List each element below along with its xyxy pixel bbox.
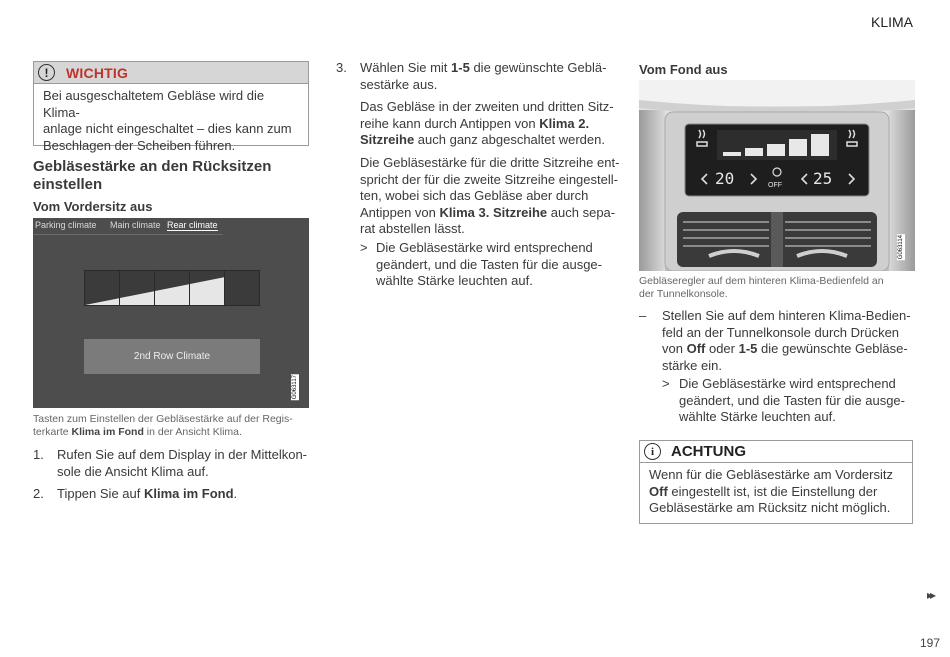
caption-line: Gebläseregler auf dem hinteren Klima-Bedienfeld an bbox=[639, 275, 884, 287]
step-line: Rufen Sie auf dem Display in der Mittelkon- bbox=[57, 447, 308, 462]
step-line bbox=[662, 341, 917, 358]
fan-level-buttons bbox=[84, 270, 260, 306]
result-marker: > bbox=[360, 240, 368, 255]
panel-temp-right bbox=[813, 169, 832, 188]
note-line: Gebläsestärke am Rücksitz nicht möglich. bbox=[649, 500, 891, 515]
fan-level-1-button[interactable] bbox=[85, 271, 120, 305]
warning-box bbox=[33, 61, 309, 153]
temp-left-value: 20 bbox=[715, 169, 735, 188]
result-line: Die Gebläsestärke wird entsprechend bbox=[376, 240, 593, 255]
step-text bbox=[57, 486, 237, 503]
fan-ramp-4 bbox=[190, 271, 225, 305]
text-bold: Sitzreihe bbox=[360, 132, 415, 147]
caption-bold: Klima im Fond bbox=[71, 426, 144, 438]
step-line: sole die Ansicht Klima auf. bbox=[57, 463, 209, 479]
warning-line: Bei ausgeschaltetem Gebläse wird die Klima- bbox=[43, 88, 265, 120]
step-text bbox=[360, 60, 620, 93]
text-run: Wählen Sie mit bbox=[360, 60, 452, 75]
caption-line: Tasten zum Einstellen der Gebläsestärke auf der Regis- bbox=[33, 413, 293, 425]
text-run: reihe kann durch Antippen von bbox=[360, 115, 540, 131]
warning-header bbox=[34, 62, 308, 84]
result-text bbox=[376, 240, 616, 290]
step-line: sestärke aus. bbox=[360, 76, 438, 92]
step-number: 2. bbox=[33, 486, 44, 501]
text-bold: 1-5 bbox=[451, 60, 470, 75]
text-run: auch ganz abgeschaltet werden. bbox=[414, 132, 605, 147]
text-bold: Klima 3. Sitzreihe bbox=[439, 204, 548, 220]
tab-divider bbox=[33, 234, 223, 235]
image-code: G063114 bbox=[898, 235, 904, 260]
result-line: wählte Stärke leuchten auf. bbox=[679, 409, 836, 424]
warning-title: WICHTIG bbox=[66, 64, 129, 81]
result-line: Die Gebläsestärke wird entsprechend bbox=[679, 376, 896, 391]
text-bold: Off bbox=[649, 483, 668, 499]
fan-level-3-button[interactable] bbox=[155, 271, 190, 305]
heading-line: einstellen bbox=[33, 176, 103, 193]
info-icon: i bbox=[644, 443, 661, 460]
section-title: KLIMA bbox=[870, 14, 913, 30]
rear-panel-illustration bbox=[639, 80, 915, 271]
tab-parking-climate[interactable]: Parking climate bbox=[35, 220, 97, 230]
paragraph-line: rat abstellen lässt. bbox=[360, 221, 465, 236]
note-header bbox=[640, 441, 912, 463]
step-line: . bbox=[233, 486, 238, 501]
subheading-front-seat: Vom Vordersitz aus bbox=[33, 199, 153, 214]
exclamation-icon: ! bbox=[38, 64, 55, 81]
note-line bbox=[649, 484, 903, 501]
step-text bbox=[662, 308, 917, 374]
step-line: Tippen Sie auf bbox=[57, 486, 144, 501]
paragraph-line bbox=[360, 116, 620, 133]
text-bold: 1-5 bbox=[738, 341, 758, 356]
text-run: oder bbox=[705, 341, 739, 356]
result-line: geändert, und die Tasten für die ausge- bbox=[376, 256, 602, 272]
step-text bbox=[57, 447, 307, 480]
step-line: feld an der Tunnelkonsole durch Drücken bbox=[662, 324, 900, 340]
text-bold: Off bbox=[686, 341, 706, 356]
caption-text: in der Ansicht Klima. bbox=[143, 426, 242, 438]
next-page-icon[interactable]: ▸▸ bbox=[927, 588, 934, 602]
tab-main-climate[interactable]: Main climate bbox=[110, 220, 161, 230]
caption-text: terkarte bbox=[33, 426, 72, 438]
second-row-climate-button[interactable]: 2nd Row Climate bbox=[84, 339, 260, 374]
display-screenshot bbox=[33, 218, 309, 408]
figure-caption-right bbox=[639, 275, 919, 301]
note-title: ACHTUNG bbox=[671, 443, 746, 460]
tab-bar bbox=[33, 218, 309, 233]
image-code: G063117 bbox=[292, 375, 298, 400]
tab-rear-climate[interactable]: Rear climate bbox=[167, 220, 218, 230]
warning-line: Beschlagen der Scheiben führen. bbox=[43, 137, 236, 153]
warning-line: anlage nicht eingeschaltet – dies kann zum bbox=[43, 121, 292, 136]
subheading-rear-seat: Vom Fond aus bbox=[639, 62, 728, 77]
result-text bbox=[679, 376, 919, 426]
paragraph-line bbox=[360, 205, 620, 222]
paragraph-line: Das Gebläse in der zweiten und dritten Sitz- bbox=[360, 99, 614, 114]
fan-ramp-3 bbox=[155, 271, 190, 305]
temp-right-value: 25 bbox=[813, 169, 833, 188]
paragraph-line: Die Gebläsestärke für die dritte Sitzreihe ent- bbox=[360, 155, 620, 170]
fan-level-2-button[interactable] bbox=[120, 271, 155, 305]
dash-marker: – bbox=[639, 308, 647, 323]
fan-level-4-button[interactable] bbox=[190, 271, 225, 305]
fan-ramp-1 bbox=[85, 271, 120, 305]
result-marker: > bbox=[662, 376, 670, 391]
panel-off-label: OFF bbox=[768, 182, 782, 189]
step-line bbox=[360, 60, 620, 77]
section-heading bbox=[33, 158, 271, 194]
caption-line: der Tunnelkonsole. bbox=[639, 288, 728, 300]
step-bold: Klima im Fond bbox=[143, 486, 234, 501]
warning-text bbox=[34, 84, 308, 160]
text-run: eingestellt ist, ist die Einstellung der bbox=[667, 483, 878, 499]
text-bold: Klima 2. bbox=[539, 115, 590, 131]
fan-ramp-2 bbox=[120, 271, 155, 305]
text-run: von bbox=[662, 341, 687, 356]
paragraph-line: spricht der für die zweite Sitzreihe eingestell- bbox=[360, 171, 618, 187]
step-line: Stellen Sie auf dem hinteren Klima-Bedien- bbox=[662, 308, 911, 323]
step-line: stärke ein. bbox=[662, 357, 722, 373]
panel-temp-left bbox=[715, 169, 734, 188]
fan-level-5-button[interactable] bbox=[225, 271, 260, 305]
caption-line bbox=[33, 426, 313, 439]
note-line: Wenn für die Gebläsestärke am Vordersitz bbox=[649, 467, 893, 482]
text-run: die gewünschte Geblä- bbox=[469, 60, 607, 75]
step-number: 3. bbox=[336, 60, 347, 75]
step-number: 1. bbox=[33, 447, 44, 462]
rear-climate-panel-photo bbox=[639, 80, 915, 271]
text-run: Antippen von bbox=[360, 204, 440, 220]
page-number: 197 bbox=[920, 636, 941, 650]
heading-line: Gebläsestärke an den Rücksitzen bbox=[33, 158, 272, 175]
text-run: die gewünschte Gebläse- bbox=[757, 341, 908, 356]
result-line: wählte Stärke leuchten auf. bbox=[376, 273, 533, 288]
figure-caption-left bbox=[33, 413, 313, 439]
paragraph bbox=[360, 155, 620, 238]
text-run: auch sepa- bbox=[547, 204, 616, 220]
paragraph-line bbox=[360, 132, 620, 149]
result-line: geändert, und die Tasten für die ausge- bbox=[679, 392, 905, 408]
note-box bbox=[639, 440, 913, 524]
paragraph-line: ten, wobei sich das Gebläse aber durch bbox=[360, 188, 589, 203]
note-text bbox=[640, 463, 912, 523]
paragraph bbox=[360, 99, 620, 149]
